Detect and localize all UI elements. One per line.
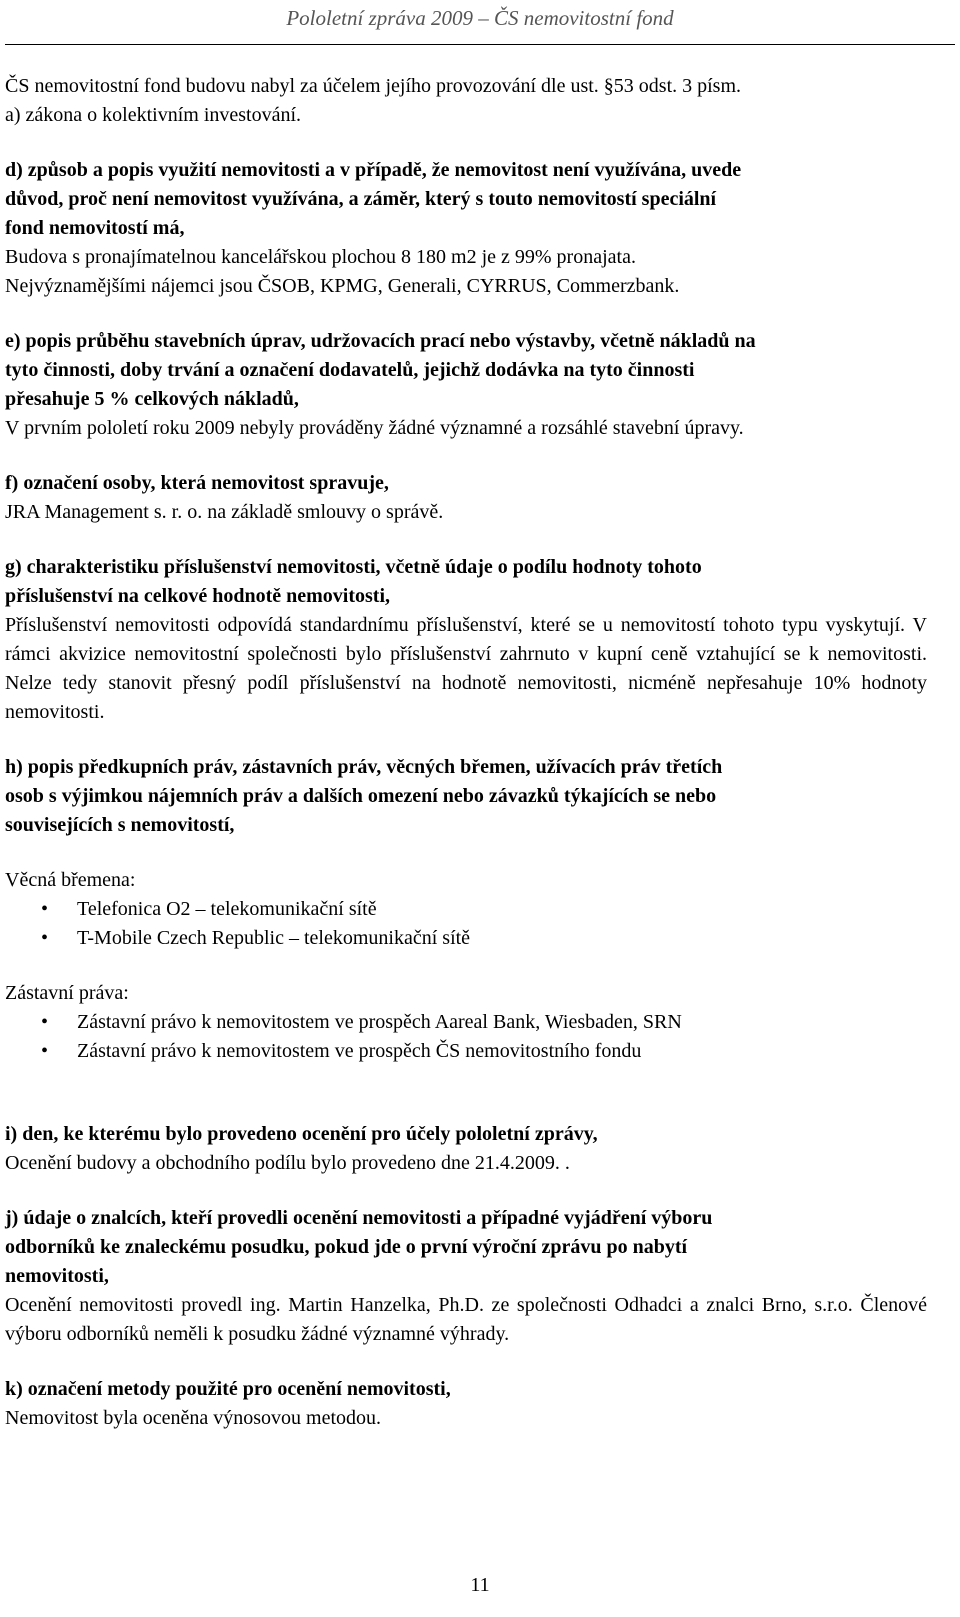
section-d bbox=[5, 156, 927, 301]
section-j-heading: odborníků ke znaleckému posudku, pokud jde o první výroční zprávu po nabytí bbox=[5, 1236, 688, 1258]
header-divider bbox=[5, 44, 955, 45]
section-j-heading: nemovitosti, bbox=[5, 1265, 109, 1287]
section-j bbox=[5, 1204, 927, 1349]
section-e-body: V prvním pololetí roku 2009 nebyly prováděny žádné významné a rozsáhlé stavební úpravy. bbox=[5, 417, 744, 439]
section-g-body: Příslušenství nemovitosti odpovídá standardnímu příslušenství, které se u nemovitostí tohoto typu vyskytují. V rámci akvizice nemovitostní společnosti bylo příslušenství zahrnuto v kupní ceně vztahující se k nemovitosti. Nelze tedy stanovit přesný podíl příslušenství na hodnotě nemovitosti, nicméně nepřesahuje 10% hodnoty nemovitosti. bbox=[5, 614, 927, 723]
section-h bbox=[5, 753, 927, 1066]
bullet-icon: • bbox=[41, 898, 49, 920]
intro-line: a) zákona o kolektivním investování. bbox=[5, 104, 302, 126]
section-g-heading: příslušenství na celkové hodnotě nemovitosti, bbox=[5, 585, 391, 607]
page-number: 11 bbox=[470, 1574, 490, 1596]
section-d-body: Nejvýznamějšími nájemci jsou ČSOB, KPMG, Generali, CYRRUS, Commerzbank. bbox=[5, 275, 680, 297]
list-item: • Zástavní právo k nemovitostem ve prospěch ČS nemovitostního fondu bbox=[5, 1037, 927, 1066]
section-j-heading: j) údaje o znalcích, kteří provedli ocenění nemovitosti a případné vyjádření výboru bbox=[5, 1207, 713, 1229]
liens-list bbox=[5, 1008, 927, 1066]
easements-list bbox=[5, 895, 927, 953]
section-e-heading: e) popis průběhu stavebních úprav, udržovacích prací nebo výstavby, včetně nákladů na bbox=[5, 330, 756, 352]
section-f-heading: f) označení osoby, která nemovitost spravuje, bbox=[5, 472, 389, 494]
list-item: • Telefonica O2 – telekomunikační sítě bbox=[5, 895, 927, 924]
page-content bbox=[5, 72, 927, 1433]
bullet-icon: • bbox=[41, 1011, 49, 1033]
section-d-heading: důvod, proč není nemovitost využívána, a záměr, který s touto nemovitostí speciální bbox=[5, 188, 717, 210]
section-g-heading: g) charakteristiku příslušenství nemovitosti, včetně údaje o podílu hodnoty tohoto bbox=[5, 556, 702, 578]
section-f bbox=[5, 469, 927, 527]
section-h-heading: h) popis předkupních práv, zástavních práv, věcných břemen, užívacích práv třetích bbox=[5, 756, 723, 778]
section-k-heading: k) označení metody použité pro ocenění nemovitosti, bbox=[5, 1378, 451, 1400]
bullet-icon: • bbox=[41, 1040, 49, 1062]
section-g bbox=[5, 553, 927, 727]
section-e bbox=[5, 327, 927, 443]
easements-label: Věcná břemena: bbox=[5, 869, 136, 891]
section-i-body: Ocenění budovy a obchodního podílu bylo provedeno dne 21.4.2009. . bbox=[5, 1152, 570, 1174]
section-e-heading: přesahuje 5 % celkových nákladů, bbox=[5, 388, 299, 410]
section-k bbox=[5, 1375, 927, 1433]
section-d-heading: d) způsob a popis využití nemovitosti a v případě, že nemovitost není využívána, uvede bbox=[5, 159, 742, 181]
list-item: • T-Mobile Czech Republic – telekomunikační sítě bbox=[5, 924, 927, 953]
intro-line: ČS nemovitostní fond budovu nabyl za účelem jejího provozování dle ust. §53 odst. 3 písm. bbox=[5, 75, 742, 97]
section-e-heading: tyto činnosti, doby trvání a označení dodavatelů, jejichž dodávka na tyto činnosti bbox=[5, 359, 695, 381]
section-h-heading: osob s výjimkou nájemních práv a dalších omezení nebo závazků týkajících se nebo bbox=[5, 785, 717, 807]
section-k-body: Nemovitost byla oceněna výnosovou metodou. bbox=[5, 1407, 382, 1429]
list-item: • Zástavní právo k nemovitostem ve prospěch Aareal Bank, Wiesbaden, SRN bbox=[5, 1008, 927, 1037]
section-f-body: JRA Management s. r. o. na základě smlouvy o správě. bbox=[5, 501, 444, 523]
section-d-heading: fond nemovitostí má, bbox=[5, 217, 185, 239]
section-h-heading: souvisejících s nemovitostí, bbox=[5, 814, 235, 836]
liens-label: Zástavní práva: bbox=[5, 982, 129, 1004]
running-header: Pololetní zpráva 2009 – ČS nemovitostní fond bbox=[286, 6, 674, 30]
section-i bbox=[5, 1120, 927, 1178]
section-i-heading: i) den, ke kterému bylo provedeno ocenění pro účely pololetní zprávy, bbox=[5, 1123, 598, 1145]
bullet-icon: • bbox=[41, 927, 49, 949]
section-d-body: Budova s pronajímatelnou kancelářskou plochou 8 180 m2 je z 99% pronajata. bbox=[5, 246, 636, 268]
section-j-body: Ocenění nemovitosti provedl ing. Martin Hanzelka, Ph.D. ze společnosti Odhadci a znalci Brno, s.r.o. Členové výboru odborníků neměli k posudku žádné významné výhrady. bbox=[5, 1294, 927, 1345]
